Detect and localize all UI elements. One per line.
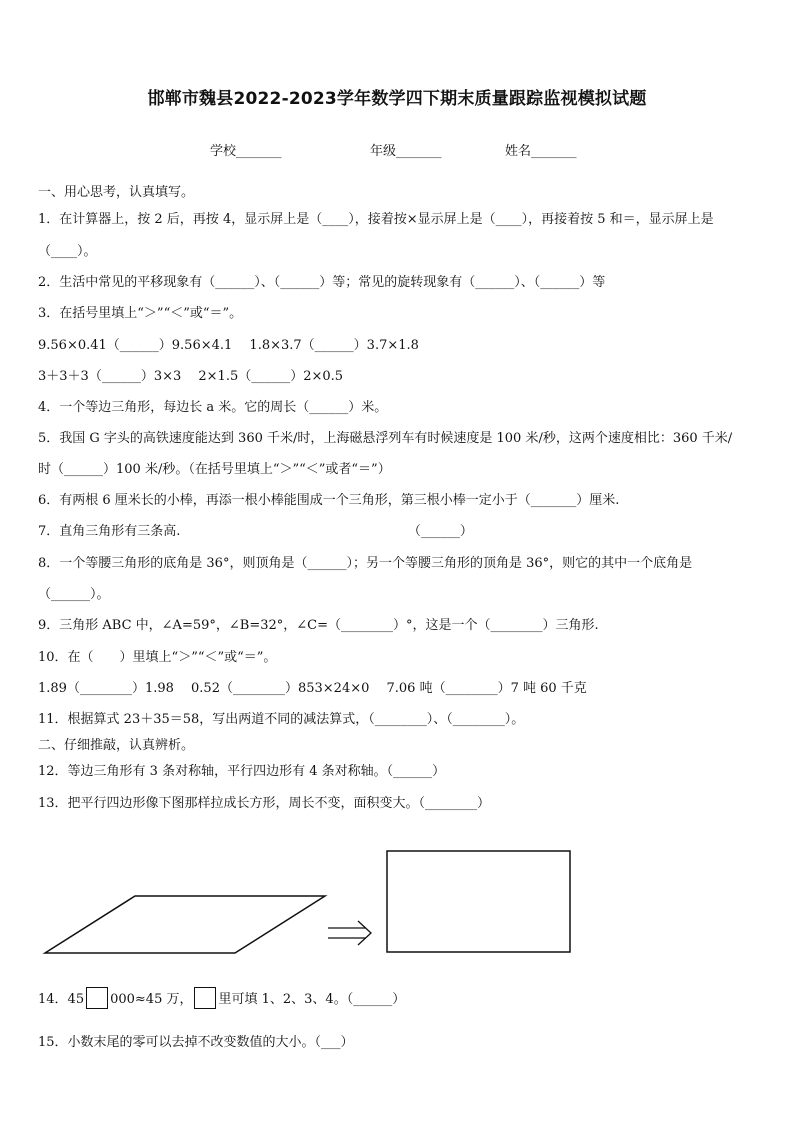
question-14-tail: 里可填 1、2、3、4。（______） <box>218 992 406 1007</box>
question-3: 3．在括号里填上“＞”“＜”或“＝”。 <box>38 306 243 321</box>
section-1-heading: 一、用心思考，认真填写。 <box>38 185 195 200</box>
question-8-cont: （______）。 <box>38 587 110 602</box>
question-8: 8．一个等腰三角形的底角是 36°，则顶角是（______）；另一个等腰三角形的顶角是 36°，则它的其中一个底角是 <box>38 556 693 571</box>
question-15: 15．小数末尾的零可以去掉不改变数值的大小。（___） <box>38 1035 354 1050</box>
question-9: 9．三角形 ABC 中，∠A=59°，∠B=32°，∠C=（________）°，这是一个（________）三角形. <box>38 618 599 633</box>
name-field: 姓名_______ <box>505 144 577 159</box>
question-12: 12．等边三角形有 3 条对称轴，平行四边形有 4 条对称轴。（______） <box>38 764 446 779</box>
question-14-middle: 000≈45 万， <box>110 992 193 1007</box>
question-13: 13．把平行四边形像下图那样拉成长方形，周长不变，面积变大。（________） <box>38 796 491 811</box>
question-14-number: 14．45 <box>38 992 85 1007</box>
page-title: 邯郸市魏县2022-2023学年数学四下期末质量跟踪监视模拟试题 <box>147 89 647 109</box>
question-3-row-1: 9.56×0.41（______）9.56×4.1 1.8×3.7（______）3.7×1.8 <box>38 338 419 353</box>
question-3-row-2: 3＋3＋3（______）3×3 2×1.5（______）2×0.5 <box>38 369 344 384</box>
question-14 <box>38 987 405 1009</box>
grade-field: 年级_______ <box>370 144 442 159</box>
question-7: 7．直角三角形有三条高. （______） <box>38 524 473 539</box>
question-4: 4．一个等边三角形，每边长 a 米。它的周长（______）米。 <box>38 400 388 415</box>
answer-box <box>86 987 108 1009</box>
question-11: 11．根据算式 23＋35＝58，写出两道不同的减法算式，（________）、（________）。 <box>38 712 525 727</box>
parallelogram-shape <box>45 896 325 953</box>
question-5: 5．我国 G 字头的高铁速度能达到 360 千米/时，上海磁悬浮列车有时候速度是 100 米/秒，这两个速度相比：360 千米/ <box>38 431 733 446</box>
question-5-cont: 时（______）100 米/秒。（在括号里填上“＞”“＜”或者“＝”） <box>38 462 391 477</box>
question-2: 2．生活中常见的平移现象有（______）、（______）等；常见的旋转现象有（______）、（______）等 <box>38 275 606 290</box>
question-10-row: 1.89（________）1.98 0.52（________）853×24×0 7.06 吨（________）7 吨 60 千克 <box>38 681 587 696</box>
rectangle-shape <box>387 851 570 952</box>
question-10: 10．在（ ）里填上“＞”“＜”或“＝”。 <box>38 650 277 665</box>
section-2-heading: 二、仔细推敲，认真辨析。 <box>38 738 195 753</box>
double-arrow-icon <box>328 921 371 945</box>
school-field: 学校_______ <box>210 144 282 159</box>
figure-parallelogram-to-rectangle <box>0 840 794 970</box>
answer-box-reference <box>194 987 216 1009</box>
question-1-cont: （____）。 <box>38 244 97 259</box>
figure-svg <box>0 840 794 970</box>
question-6: 6．有两根 6 厘米长的小棒，再添一根小棒能围成一个三角形，第三根小棒一定小于（_______）厘米. <box>38 493 620 508</box>
question-1: 1．在计算器上，按 2 后，再按 4，显示屏上是（____），接着按×显示屏上是（____），再接着按 5 和＝，显示屏上是 <box>38 212 714 227</box>
